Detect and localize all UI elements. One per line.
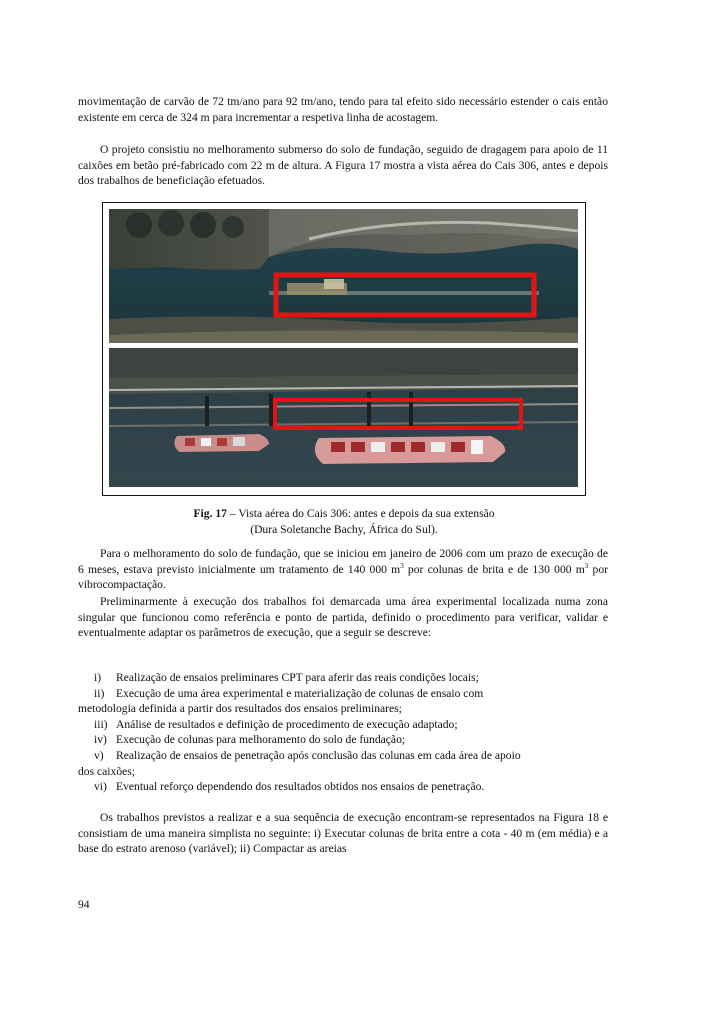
paragraph-3-part-c: por vibrocompactação.: [78, 562, 608, 592]
list-item: [78, 779, 608, 795]
figure-caption-line-2: (Dura Soletanche Bachy, África do Sul).: [250, 522, 438, 536]
list-item: [78, 717, 608, 733]
list-item-number: vi): [94, 780, 107, 794]
paragraph-3: [78, 546, 608, 593]
figure-caption-text: – Vista aérea do Cais 306: antes e depois da sua extensão: [226, 507, 495, 520]
paragraph-3-part-b: por colunas de brita e de 130 000 m: [403, 562, 585, 576]
figure-caption: [102, 506, 586, 537]
list-item-text: Execução de uma área experimental e materialização de colunas de ensaio com: [116, 686, 484, 700]
paragraph-5: [78, 810, 608, 857]
list-item-text: Realização de ensaios de penetração após conclusão das colunas em cada área de apoio: [116, 748, 521, 762]
paragraph-3-text: [78, 546, 608, 593]
figure-caption-line-1: [102, 506, 586, 522]
list-item-number: iii): [94, 717, 108, 731]
list-item-text: Realização de ensaios preliminares CPT para aferir das reais condições locais;: [116, 671, 479, 684]
procedure-list: [78, 670, 608, 795]
superscript-3a: 3: [400, 561, 404, 570]
paragraph-4-text: Preliminarmente à execução dos trabalhos foi demarcada uma área experimental localizada numa zona singular que funcionou como referência e ponto de partida, definido o procedimento para verificar, validar e eventualmente adaptar os parâmetros de execução, que a seguir se descreve:: [78, 595, 608, 640]
figure-label: Fig. 17: [193, 507, 227, 520]
list-item-continuation: metodologia definida a partir dos resultados dos ensaios preliminares;: [78, 702, 402, 716]
paragraph-1: [78, 94, 608, 125]
list-item-continuation: dos caixões;: [78, 764, 135, 778]
list-item-text: Execução de colunas para melhoramento do solo de fundação;: [116, 733, 406, 747]
list-item: [78, 686, 608, 702]
paragraph-3-part-a: Para o melhoramento do solo de fundação, que se iniciou em janeiro de 2006 com um prazo de execução de 6 meses, estava previsto inicialmente um tratamento de 140 000 m: [78, 547, 608, 576]
paragraph-1-text: movimentação de carvão de 72 tm/ano para 92 tm/ano, tendo para tal efeito sido necessário estender o cais então existente em cerca de 324 m para incrementar a respetiva linha de acostagem.: [78, 95, 608, 124]
paragraph-2-text: O projeto consistiu no melhoramento submerso do solo de fundação, seguido de dragagem para apoio de 11 caixões em betão pré-fabricado com 22 m de altura. A Figura 17 mostra a vista aérea do Cais 306, antes e depois dos trabalhos de beneficiação efetuados.: [78, 143, 608, 188]
paragraph-5-text: Os trabalhos previstos a realizar e a sua sequência de execução encontram-se representados na Figura 18 e consistiam de uma maneira simplista no seguinte: i) Executar colunas de brita entre a cota - 40 m (em média) e a base do estrato arenoso (variável); ii) Compactar as areias: [78, 811, 608, 856]
list-item-text: Eventual reforço dependendo dos resultados obtidos nos ensaios de penetração.: [116, 780, 485, 794]
list-item-number: i): [94, 671, 102, 684]
paragraph-2: [78, 142, 608, 189]
page-number: 94: [78, 898, 90, 911]
aerial-photo-before: [109, 209, 578, 343]
list-item-number: ii): [94, 686, 105, 700]
list-item-text: Análise de resultados e definição de procedimento de execução adaptado;: [116, 717, 458, 731]
list-item-number: v): [94, 748, 104, 762]
list-item-number: iv): [94, 733, 107, 747]
paragraph-4: [78, 594, 608, 641]
superscript-3b: 3: [584, 561, 589, 570]
list-item: [78, 732, 608, 748]
list-item: [78, 748, 608, 764]
figure-17-frame: [102, 202, 586, 496]
aerial-photo-after: [109, 348, 578, 487]
list-item: [78, 670, 608, 686]
